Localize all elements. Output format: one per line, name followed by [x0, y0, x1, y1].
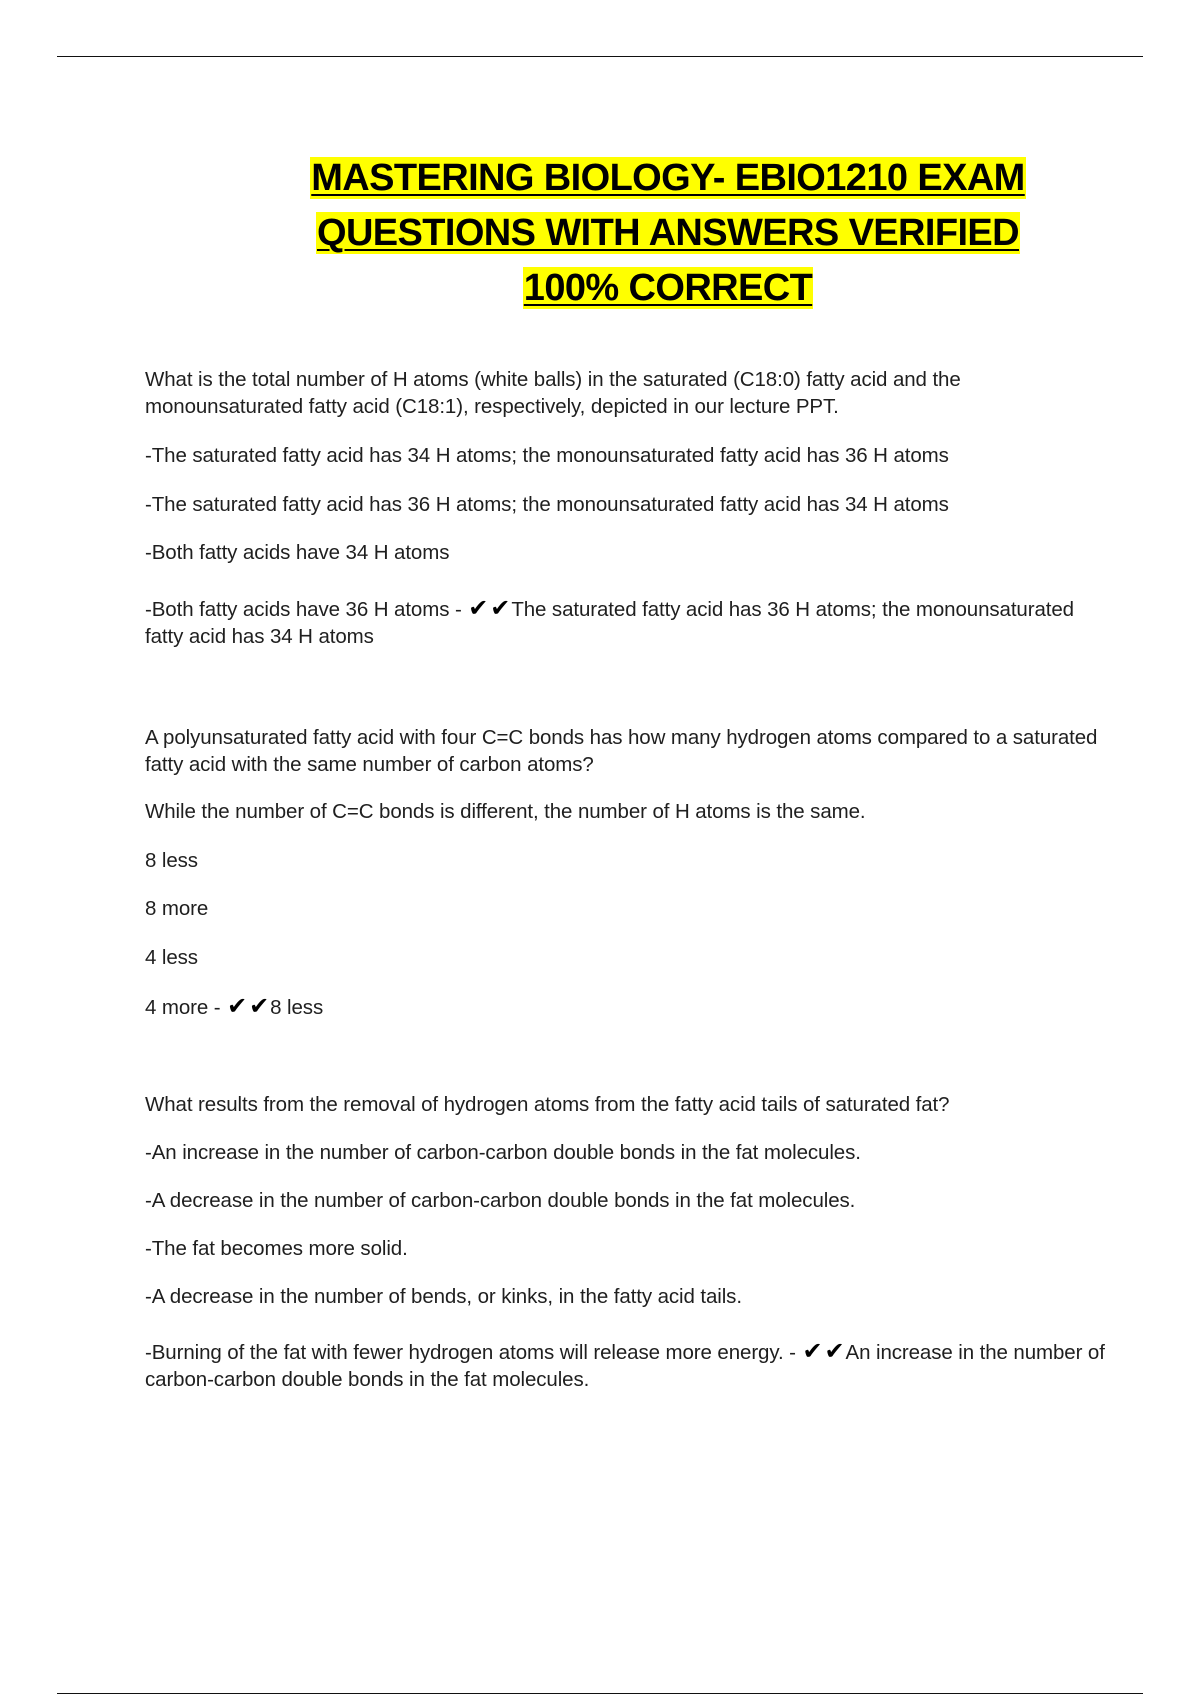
- question-1-option-4: -Both fatty acids have 36 H atoms -: [145, 598, 468, 621]
- question-3-option-3: -The fat becomes more solid.: [145, 1237, 408, 1260]
- question-2-answer: 8 less: [270, 996, 324, 1019]
- question-1-option-2: -The saturated fatty acid has 36 H atoms; the monounsaturated fatty acid has 34 H atoms: [145, 493, 949, 516]
- title-line-2: QUESTIONS WITH ANSWERS VERIFIED: [316, 212, 1020, 254]
- question-1-answer: The saturated fatty acid has 36 H atoms; the monounsaturated fatty acid has 34 H atoms: [145, 598, 1074, 648]
- question-1-answer-line: [145, 596, 1105, 650]
- question-2-text: A polyunsaturated fatty acid with four C=C bonds has how many hydrogen atoms compared to a saturated fatty acid with the same number of carbon atoms?: [145, 726, 1098, 776]
- checkmark-icon: ✔: [490, 595, 511, 622]
- title-line-1: MASTERING BIOLOGY- EBIO1210 EXAM: [311, 157, 1025, 199]
- checkmark-icon: ✔: [249, 993, 270, 1020]
- question-2-option-3: 8 more: [145, 897, 209, 920]
- question-3-option-5: -Burning of the fat with fewer hydrogen atoms will release more energy. -: [145, 1341, 802, 1364]
- question-3-answer: An increase in the number of carbon-carbon double bonds in the fat molecules.: [145, 1341, 1105, 1391]
- question-2-option-2: 8 less: [145, 849, 198, 872]
- question-2-option-1: While the number of C=C bonds is different, the number of H atoms is the same.: [145, 800, 866, 823]
- question-2-option-4: 4 less: [145, 946, 198, 969]
- question-2-answer-line: [145, 994, 1105, 1021]
- question-1-text: What is the total number of H atoms (white balls) in the saturated (C18:0) fatty acid and the monounsaturated fatty acid (C18:1), respectively, depicted in our lecture PPT.: [145, 368, 961, 418]
- checkmark-icon: ✔: [802, 1338, 823, 1365]
- checkmark-icon: ✔: [824, 1338, 845, 1365]
- title-line-3: 100% CORRECT: [523, 267, 813, 309]
- question-3-option-4: -A decrease in the number of bends, or kinks, in the fatty acid tails.: [145, 1285, 742, 1308]
- question-2-option-5: 4 more -: [145, 996, 227, 1019]
- question-3-text: What results from the removal of hydrogen atoms from the fatty acid tails of saturated fat?: [145, 1093, 950, 1116]
- checkmark-icon: ✔: [468, 595, 489, 622]
- checkmark-icon: ✔: [227, 993, 248, 1020]
- document-title: [300, 151, 1036, 316]
- question-3-option-2: -A decrease in the number of carbon-carbon double bonds in the fat molecules.: [145, 1189, 856, 1212]
- question-1-option-3: -Both fatty acids have 34 H atoms: [145, 541, 450, 564]
- question-3-option-1: -An increase in the number of carbon-carbon double bonds in the fat molecules.: [145, 1141, 861, 1164]
- footer-rule: [57, 1693, 1143, 1694]
- question-1-option-1: -The saturated fatty acid has 34 H atoms; the monounsaturated fatty acid has 36 H atoms: [145, 444, 949, 467]
- header-rule: [57, 56, 1143, 57]
- question-3-answer-line: [145, 1339, 1105, 1393]
